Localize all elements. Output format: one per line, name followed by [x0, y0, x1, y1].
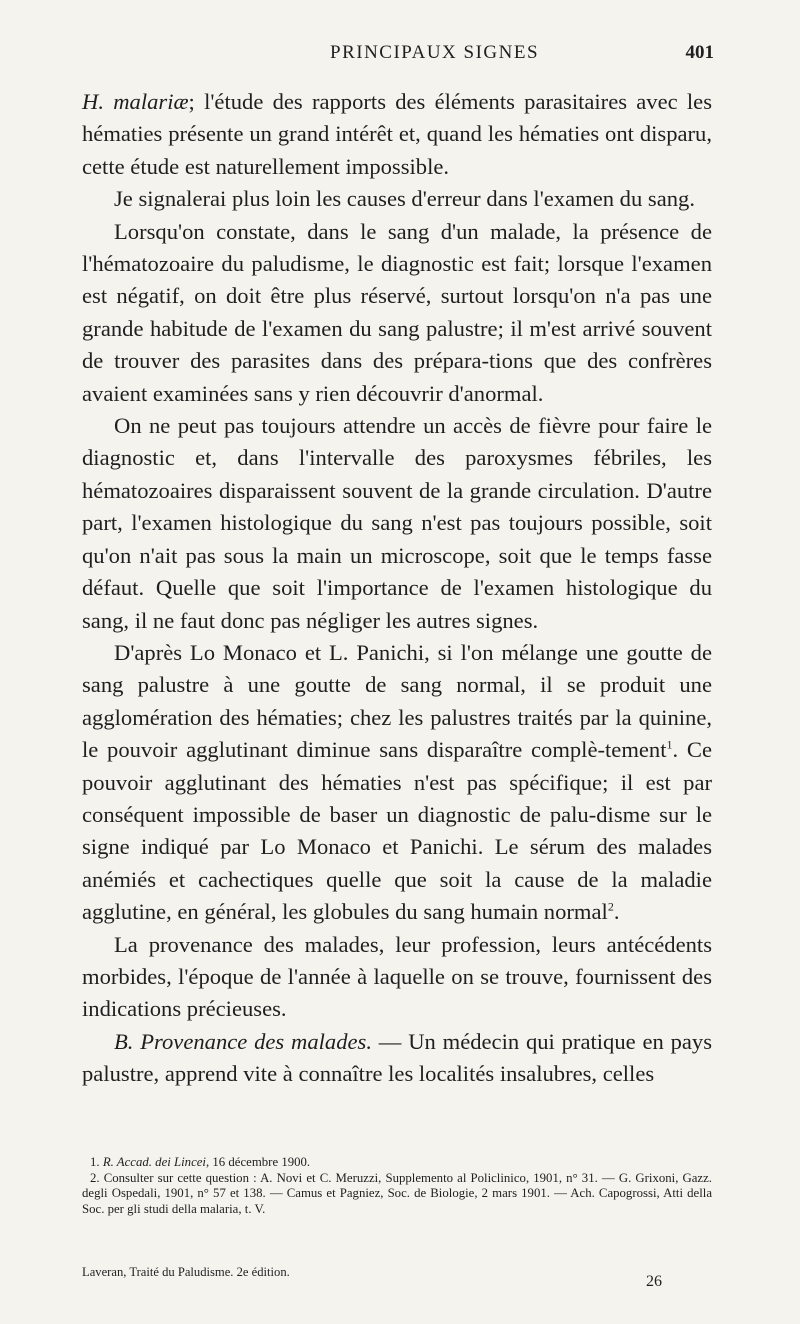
paragraph: On ne peut pas toujours attendre un accès de fièvre pour faire le diagnostic et, dans l'intervalle des paroxysmes fébriles, les hématozoaires disparaissent souvent de la grande circulation. D'autre part, l'examen histologique du sang n'est pas toujours possible, soit qu'on n'ait pas sous la main un microscope, soit que le temps fasse défaut. Quelle que soit l'importance de l'examen histologique du sang, il ne faut donc pas négliger les autres signes. — [82, 413, 712, 633]
footnote-ref: 2 — [607, 899, 614, 914]
footnote-ref: 1 — [666, 737, 673, 752]
body-text — [82, 86, 712, 1091]
paragraph: La provenance des malades, leur profession, leurs antécédents morbides, l'époque de l'année à laquelle on se trouve, fournissent des indications précieuses. — [82, 931, 712, 1022]
footnotes — [82, 1155, 712, 1217]
signature-mark: 26 — [646, 1273, 662, 1290]
section-heading: B. Provenance des malades. — [114, 1028, 372, 1054]
page-number: 401 — [685, 42, 714, 63]
footnote: 1. R. Accad. dei Lincei, 16 décembre 1900. — [90, 1155, 311, 1169]
page-footer — [82, 1265, 712, 1290]
species-name: H. malariæ — [82, 89, 189, 114]
footnote: 2. Consulter sur cette question : A. Novi et C. Meruzzi, Supplemento al Policlinico, 1901, n° 31. — G. Grixoni, Gazz. degli Ospedali, 1901, n° 57 et 138. — Camus et Pagniez, Soc. de Biologie, 2 mars 1901. — Ach. Capogrossi, Atti della Soc. per gli studi della malaria, t. V. — [82, 1170, 712, 1216]
page-header — [0, 42, 800, 72]
running-title: PRINCIPAUX SIGNES — [330, 42, 540, 63]
paragraph: B. Provenance des malades. — Un médecin qui pratique en pays palustre, apprend vite à connaître les localités insalubres, celles — [82, 1028, 712, 1087]
paragraph: H. malariæ; l'étude des rapports des éléments parasitaires avec les hématies présente un grand intérêt et, quand les hématies ont disparu, cette étude est naturellement impossible. — [82, 89, 712, 179]
paragraph: D'après Lo Monaco et L. Panichi, si l'on mélange une goutte de sang palustre à une goutte de sang normal, il se produit une agglomération des hématies; chez les palustres traités par la quinine, le pouvoir agglutinant diminue sans disparaître complè-tement$^1$. Ce pouvoir agglutinant des hématies n'est pas spécifique; il est par conséquent impossible de baser un diagnostic de palu-disme sur le signe indiqué par Lo Monaco et Panichi. Le sérum des malades anémiés et cachectiques quelle que soit la cause de la maladie agglutine, en général, les globules du sang humain normal$^2$. — [82, 639, 712, 925]
imprint: Laveran, Traité du Paludisme. 2e édition. — [82, 1265, 290, 1279]
paragraph: Lorsqu'on constate, dans le sang d'un malade, la présence de l'hématozoaire du paludisme, le diagnostic est fait; lorsque l'examen est négatif, on doit être plus réservé, surtout lorsqu'on n'a pas une grande habitude de l'examen du sang palustre; il m'est arrivé souvent de trouver des parasites dans des prépara-tions que des confrères avaient examinées sans y rien découvrir d'anormal. — [82, 218, 712, 406]
paragraph: Je signalerai plus loin les causes d'erreur dans l'examen du sang. — [114, 186, 695, 212]
